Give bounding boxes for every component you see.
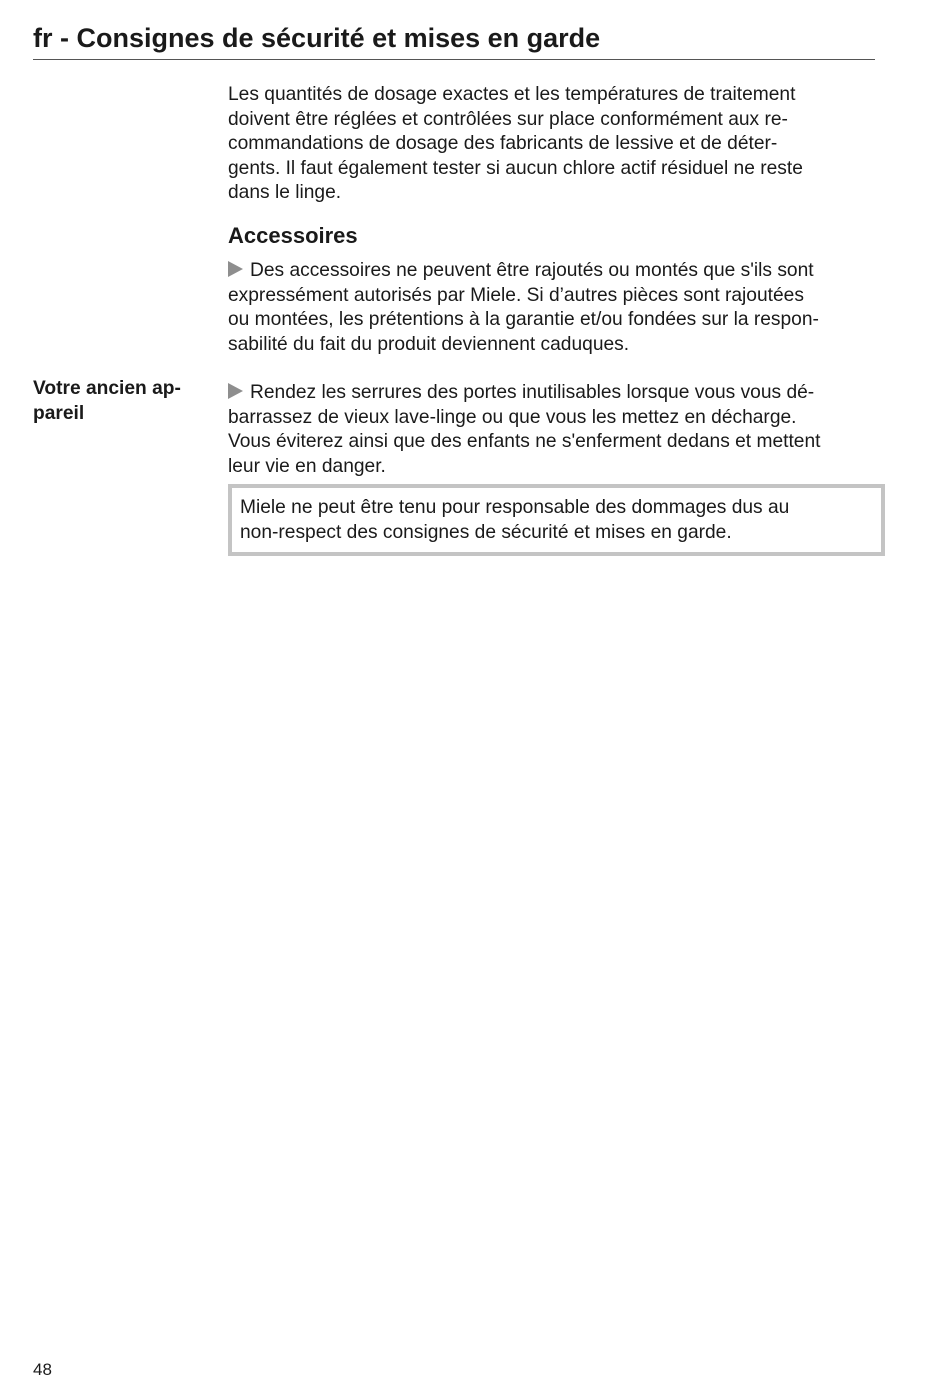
page-title: fr - Consignes de sécurité et mises en garde — [33, 23, 601, 53]
intro-line: commandations de dosage des fabricants de lessive et de déter- — [228, 133, 778, 154]
intro-line: Les quantités de dosage exactes et les températures de traitement — [228, 84, 796, 105]
old-appliance-label-line: Votre ancien ap- — [33, 378, 181, 399]
intro-line: dans le linge. — [228, 182, 342, 203]
old-appliance-line: leur vie en danger. — [228, 455, 386, 477]
intro-line: doivent être réglées et contrôlées sur place conformément aux re- — [228, 108, 788, 130]
old-appliance-label-line: pareil — [33, 402, 85, 424]
intro-paragraph — [228, 83, 876, 206]
accessories-line: ou montées, les prétentions à la garantie et/ou fondées sur la respon- — [228, 309, 819, 330]
accessories-line: Des accessoires ne peuvent être rajoutés ou montés que s'ils sont — [250, 260, 814, 281]
triangle-bullet-icon — [228, 261, 243, 277]
old-appliance-line: Vous éviterez ainsi que des enfants ne s'enferment dedans et mettent — [228, 431, 821, 452]
triangle-bullet-icon — [228, 383, 243, 399]
accessories-paragraph — [228, 259, 876, 357]
old-appliance-line: Rendez les serrures des portes inutilisables lorsque vous vous dé- — [250, 382, 815, 403]
old-appliance-text — [228, 381, 876, 479]
accessories-heading: Accessoires — [228, 223, 358, 248]
accessories-line: expressément autorisés par Miele. Si d’autres pièces sont rajoutées — [228, 284, 804, 306]
page-header — [33, 22, 875, 60]
liability-notice-text — [240, 496, 873, 545]
notice-line: Miele ne peut être tenu pour responsable des dommages dus au — [240, 497, 790, 518]
page-number: 48 — [33, 1360, 52, 1379]
notice-line: non-respect des consignes de sécurité et mises en garde. — [240, 521, 732, 543]
old-appliance-line: barrassez de vieux lave-linge ou que vous les mettez en décharge. — [228, 406, 797, 428]
liability-notice-box — [228, 484, 885, 556]
old-appliance-paragraph — [228, 381, 876, 479]
old-appliance-label — [33, 377, 203, 426]
accessories-text — [228, 259, 876, 357]
intro-line: gents. Il faut également tester si aucun chlore actif résiduel ne reste — [228, 157, 803, 179]
accessories-line: sabilité du fait du produit deviennent caduques. — [228, 333, 630, 355]
intro-text — [228, 83, 876, 206]
